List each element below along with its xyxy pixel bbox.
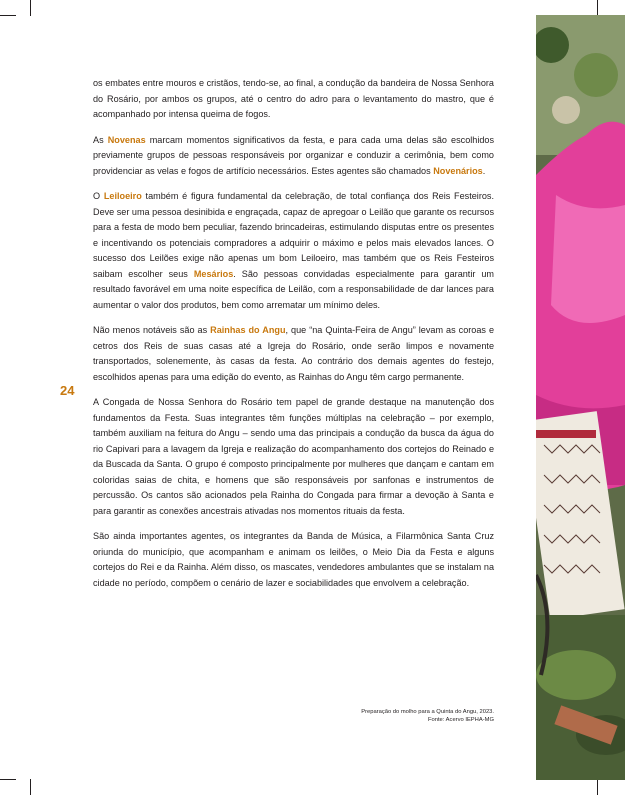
text-segment: . — [482, 165, 486, 176]
text-segment: os embates entre mouros e cristãos, tendo-se, ao final, a condução da bandeira de Nossa Senhora do Rosário, por ambos os grupos, até o centro do adro para o levantamento do mastro, que é acompanhado por intensa queima de fogos. — [93, 78, 494, 119]
side-photo — [536, 15, 625, 780]
crop-mark-top-right-v — [597, 0, 598, 16]
body-text — [93, 76, 494, 601]
paragraph — [93, 189, 494, 313]
page-number: 24 — [60, 383, 75, 398]
highlighted-term: Leiloeiro — [103, 191, 142, 201]
paragraph — [93, 76, 494, 123]
crop-mark-top-left-h — [0, 15, 16, 16]
text-segment: marcam momentos significativos da festa, e para cada uma delas são escolhidos previamente grupos de pessoas responsáveis por organizar e conduzir a cerimônia, bem como providenciar as velas e fogos de artifício necessários. Estes agentes são chamados — [93, 134, 495, 176]
text-segment: O — [93, 191, 104, 201]
highlighted-term: Novenários — [433, 165, 483, 176]
photo-credit: Fonte: Acervo IEPHA-MG — [427, 717, 494, 723]
paragraph — [93, 529, 494, 591]
highlighted-term: Rainhas do Angu — [210, 325, 286, 335]
paragraph — [93, 323, 494, 385]
text-segment: A Congada de Nossa Senhora do Rosário tem papel de grande destaque na manutenção dos fundamentos da Festa. Suas integrantes têm funções múltiplas na celebração – por exemplo, também auxiliam na feitura do Angu – sendo uma das principais a condução da busca da água do rio Capivari para a lavagem da Igreja e realização do acompanhamento dos cortejos do Reinado e da Buscada da Santa. O grupo é composto principalmente por mulheres que dançam e cantam em coloridas saias de chita, e homens que são responsáveis por sanfonas e instrumentos de percussão. Os cantos são acionados pela Rainha do Congada para firmar a devoção à Santa e para garantir as conexões ancestrais ativadas nos momentos rituais da festa. — [93, 397, 494, 516]
crop-mark-bottom-left-h — [0, 779, 16, 780]
text-segment: também é figura fundamental da celebração, de total confiança dos Reis Festeiros. Deve ser uma pessoa desinibida e engraçada, capaz de apregoar o Leilão que garante os recursos para a festa de modo bem peculiar, fazendo brincadeiras, estimulando disputas entre os presentes e incentivando os potenciais compradores a adquirir o máximo e pelos mais elevados lances. O sucesso dos Leilões exige não apenas um bom Leiloeiro, mas também que os Reis Festeiros saibam escolher seus — [93, 191, 494, 279]
text-segment: São ainda importantes agentes, os integrantes da Banda de Música, a Filarmônica Santa Cruz oriunda do município, que acompanham e animam os leilões, o Meio Dia da Festa e alguns cortejos do Rei e da Rainha. Além disso, os mascates, vendedores ambulantes que se instalam na cidade no período, compõem o cenário de lazer e sociabilidades que envolvem a celebração. — [93, 531, 494, 588]
crop-mark-bottom-left-v — [30, 779, 31, 795]
text-segment: , que “na Quinta-Feira de Angu” levam as coroas e cetros dos Reis de suas casas até a Igreja do Rosário, onde serão limpos e novamente transportados, solenemente, às casas da festa. Ao contrário dos demais agentes do festejo, escolhidos apenas para uma edição do evento, as Rainhas do Angu têm cargo permanente. — [93, 325, 495, 382]
paragraph — [93, 395, 494, 519]
crop-mark-bottom-right-v — [597, 779, 598, 795]
text-segment: . São pessoas convidadas especialmente para garantir um resultado favorável em uma noite específica de Leilão, com a responsabilidade de dar lances para aumentar o valor dos produtos, bem como arrematar um mínimo deles. — [93, 268, 494, 310]
crop-mark-top-left-v — [30, 0, 31, 16]
highlighted-term: Mesários — [193, 268, 234, 279]
paragraph — [93, 133, 494, 180]
photo-caption: Preparação do molho para a Quinta do Angu, 2023. — [361, 709, 494, 715]
text-segment: As — [93, 134, 108, 145]
highlighted-term: Novenas — [107, 134, 146, 145]
text-segment: Não menos notáveis são as — [93, 325, 211, 335]
